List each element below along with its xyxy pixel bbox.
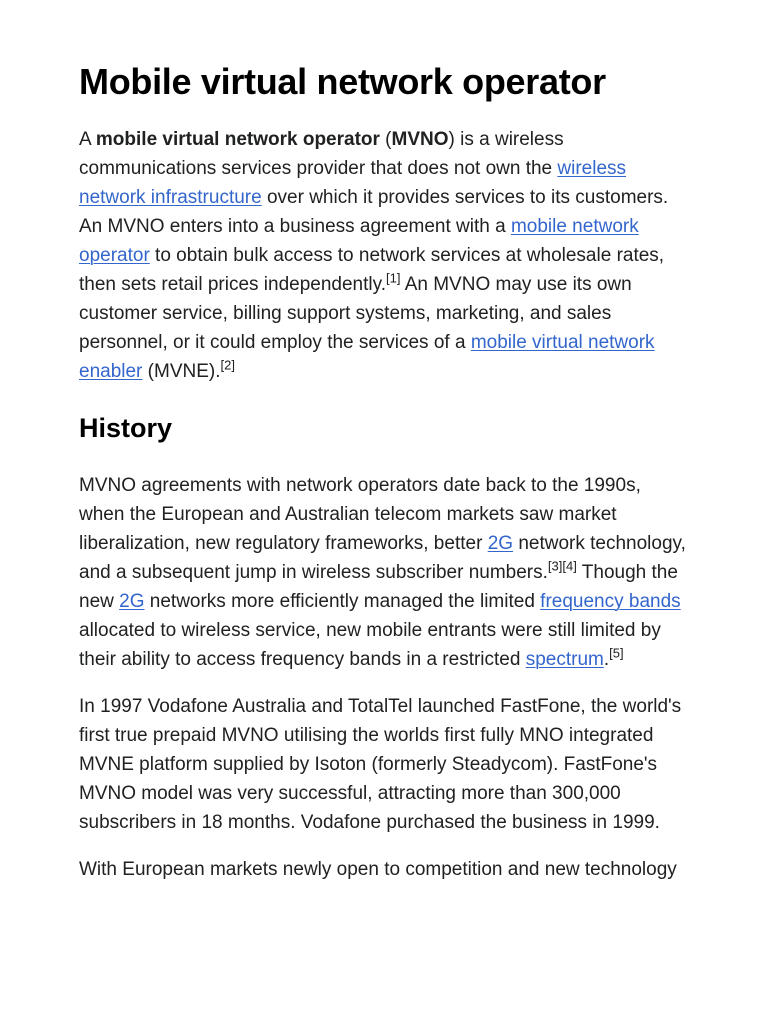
page-title: Mobile virtual network operator — [79, 61, 606, 102]
reference-5[interactable]: [5] — [609, 645, 624, 661]
bold-term-mvno: MVNO — [391, 129, 449, 150]
reference-3[interactable]: [3] — [547, 558, 563, 574]
history-text-2: network technology, and a subsequent jump in wireless subscriber numbers. — [79, 533, 686, 583]
intro-text-2: ( — [379, 129, 392, 150]
intro-text-5: to obtain bulk access to network services at wholesale rates, then sets retail prices independently. — [79, 245, 665, 295]
link-2g[interactable]: 2G — [487, 533, 514, 554]
link-spectrum[interactable]: spectrum — [525, 649, 604, 670]
link-2g-second[interactable]: 2G — [119, 591, 145, 612]
intro-text-4: over which it provides services to its customers. An MVNO enters into a business agreement with a — [79, 187, 669, 237]
link-mobile-virtual-network-enabler[interactable]: mobile virtual network enabler — [79, 332, 655, 382]
bold-term-mvno-full: mobile virtual network operator — [95, 129, 380, 150]
history-text-1: MVNO agreements with network operators date back to the 1990s, when the European and Australian telecom markets saw market liberalization, new regulatory frameworks, better — [79, 475, 641, 554]
history-paragraph-3: With European markets newly open to competition and new technology — [79, 859, 677, 880]
intro-text-1: A — [79, 129, 96, 150]
history-text-6: . — [603, 649, 610, 670]
history-text-5: allocated to wireless service, new mobile entrants were still limited by their ability to access frequency bands in a restricted — [79, 620, 661, 670]
history-text-3: Though the new — [79, 562, 678, 612]
history-text-4: networks more efficiently managed the limited — [144, 591, 541, 612]
intro-text-3: ) is a wireless communications services provider that does not own the — [79, 129, 564, 179]
section-heading-history: History — [79, 413, 173, 443]
intro-text-6: An MVNO may use its own customer service, billing support systems, marketing, and sales personnel, or it could employ the services of a — [79, 274, 632, 353]
reference-1[interactable]: [1] — [386, 270, 401, 286]
link-mobile-network-operator[interactable]: mobile network operator — [79, 216, 639, 266]
reference-2[interactable]: [2] — [220, 357, 235, 373]
article — [79, 56, 691, 884]
intro-paragraph — [79, 125, 691, 386]
intro-text-7: (MVNE). — [142, 361, 221, 382]
reference-4[interactable]: [4] — [562, 558, 577, 574]
link-wireless-network-infrastructure[interactable]: wireless network infrastructure — [79, 158, 627, 208]
history-paragraph-1 — [79, 471, 691, 674]
history-paragraph-2: In 1997 Vodafone Australia and TotalTel launched FastFone, the world's first true prepaid MVNO utilising the worlds first fully MNO integrated MVNE platform supplied by Isoton (formerly Steadycom). FastFone's MVNO model was very successful, attracting more than 300,000 subscribers in 18 months. Vodafone purchased the business in 1999. — [79, 696, 682, 833]
link-frequency-bands[interactable]: frequency bands — [540, 591, 681, 612]
